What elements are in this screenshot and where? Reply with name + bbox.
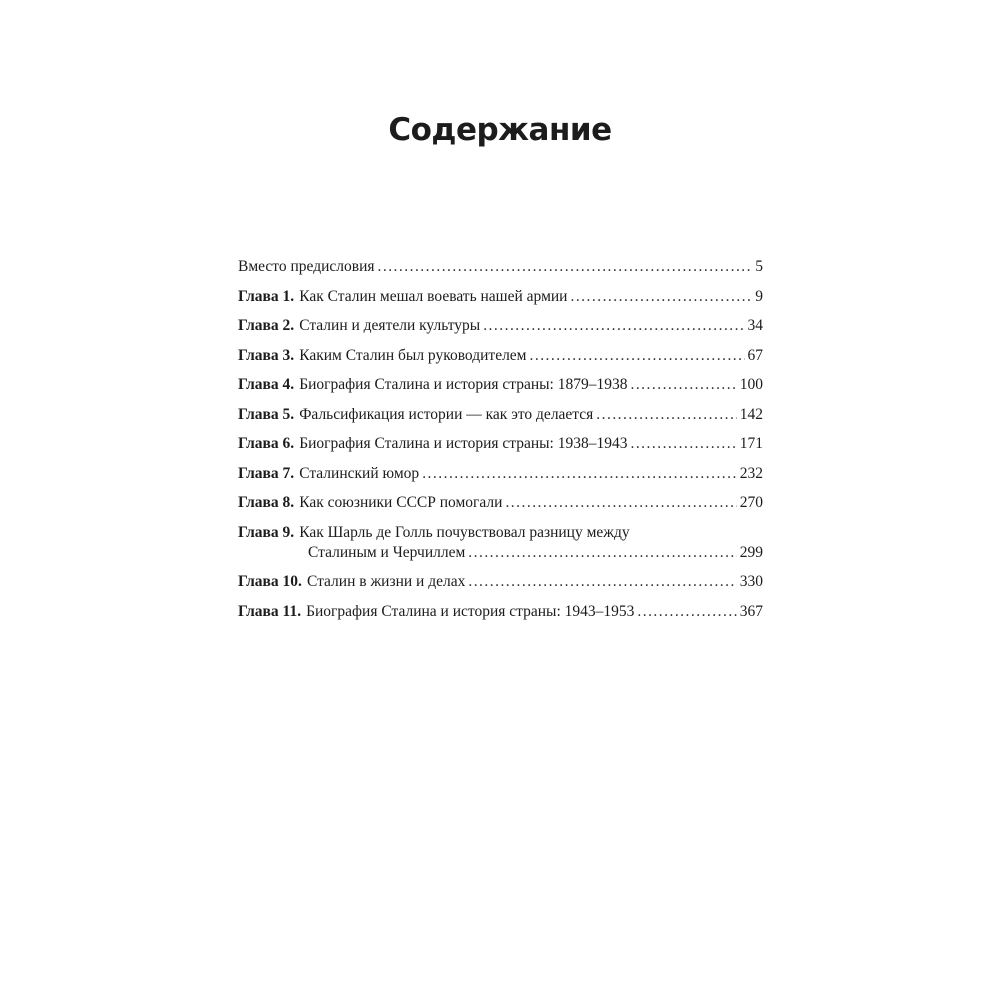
toc-dot-leader: [422, 464, 737, 484]
toc-entry-chapter-3[interactable]: [238, 346, 763, 366]
toc-page-number: 34: [747, 317, 763, 334]
table-of-contents: [238, 257, 763, 631]
toc-entry-text-line1: Как Шарль де Голль почувствовал разницу между: [299, 523, 630, 541]
toc-entry-text-line2: Сталиным и Черчиллем: [308, 543, 466, 561]
toc-page-number: 367: [739, 602, 763, 620]
toc-entry-text: Сталинский юмор: [299, 464, 420, 482]
toc-chapter-label: Глава 4.: [238, 376, 295, 393]
toc-chapter-label: Глава 9.: [238, 523, 295, 541]
toc-dot-leader: [630, 375, 736, 395]
page-title: Содержание: [388, 112, 612, 148]
toc-entry-text: Как Сталин мешал воевать нашей армии: [299, 287, 568, 305]
toc-entry-text: Вместо предисловия: [238, 258, 375, 275]
toc-entry-text: Биография Сталина и история страны: 1879–1938: [299, 376, 628, 393]
toc-chapter-label: Глава 1.: [238, 287, 295, 305]
toc-chapter-label: Глава 10.: [238, 573, 302, 590]
toc-entry-text: Фальсификация истории — как это делается: [299, 405, 594, 423]
toc-chapter-label: Глава 3.: [238, 346, 295, 364]
toc-dot-leader: [570, 287, 752, 307]
toc-dot-leader: [505, 493, 736, 513]
toc-entry-chapter-4[interactable]: [238, 375, 763, 395]
toc-chapter-label: Глава 6.: [238, 435, 295, 452]
toc-page-number: 142: [739, 405, 763, 423]
toc-page-number: 270: [739, 494, 763, 511]
toc-entry-text: Сталин в жизни и делах: [306, 573, 466, 590]
toc-dot-leader: [483, 316, 744, 336]
toc-page-number: 299: [739, 543, 763, 561]
toc-entry-chapter-6[interactable]: [238, 434, 763, 454]
toc-page-number: 330: [739, 573, 763, 590]
toc-entry-chapter-10[interactable]: [238, 572, 763, 592]
toc-chapter-label: Глава 5.: [238, 405, 295, 423]
toc-entry-chapter-9[interactable]: [238, 523, 763, 563]
toc-dot-leader: [468, 543, 736, 563]
toc-dot-leader: [530, 346, 745, 366]
toc-chapter-label: Глава 2.: [238, 317, 295, 334]
toc-entry-chapter-1[interactable]: [238, 287, 763, 307]
toc-dot-leader: [378, 257, 753, 277]
toc-entry-text: Каким Сталин был руководителем: [299, 346, 527, 364]
toc-chapter-label: Глава 8.: [238, 494, 295, 511]
toc-page-number: 5: [755, 258, 763, 275]
toc-entry-chapter-5[interactable]: [238, 405, 763, 425]
toc-entry-chapter-2[interactable]: [238, 316, 763, 336]
toc-dot-leader: [596, 405, 736, 425]
toc-page-number: 171: [739, 435, 763, 452]
toc-dot-leader: [637, 602, 736, 622]
toc-entry-text: Биография Сталина и история страны: 1938–1943: [299, 435, 628, 452]
toc-page-number: 9: [755, 287, 763, 305]
toc-page-number: 100: [739, 376, 763, 393]
toc-entry-text: Биография Сталина и история страны: 1943–1953: [306, 602, 635, 620]
toc-entry-preface[interactable]: [238, 257, 763, 277]
toc-page-number: 232: [739, 464, 763, 482]
toc-chapter-label: Глава 7.: [238, 464, 295, 482]
toc-dot-leader: [630, 434, 736, 454]
toc-entry-text: Сталин и деятели культуры: [299, 317, 481, 334]
toc-entry-chapter-7[interactable]: [238, 464, 763, 484]
toc-entry-text: Как союзники СССР помогали: [299, 494, 503, 511]
toc-chapter-label: Глава 11.: [238, 602, 302, 620]
toc-entry-chapter-11[interactable]: [238, 602, 763, 622]
toc-dot-leader: [468, 572, 736, 592]
toc-page-number: 67: [747, 346, 763, 364]
toc-entry-chapter-8[interactable]: [238, 493, 763, 513]
